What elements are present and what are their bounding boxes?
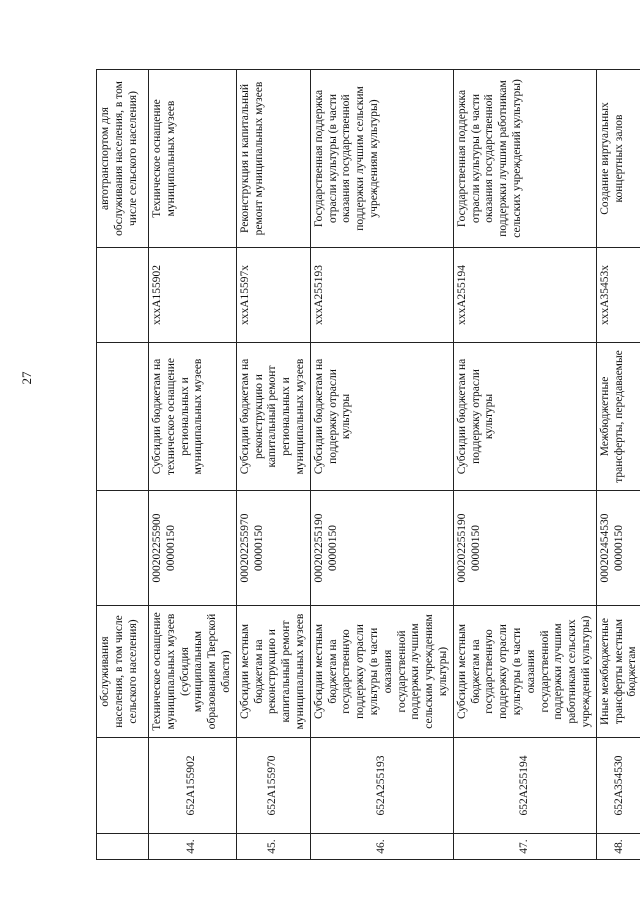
row-name: Субсидии местным бюджетам на государственную поддержку отрасли культуры (в части оказания государственной поддержки лучшим сельским учреждениям культуры) — [310, 606, 453, 738]
table-row — [149, 70, 237, 860]
table-row — [453, 70, 596, 860]
row-fed-code: xxxA35453x — [596, 248, 640, 343]
table-row — [310, 70, 453, 860]
row-fed-code: xxxA155902 — [149, 248, 237, 343]
table-cell: обслуживания населения, в том числе сельского населения) — [97, 606, 149, 738]
row-fed-name: Субсидии бюджетам на поддержку отрасли культуры — [310, 343, 453, 491]
table-cell — [97, 248, 149, 343]
row-kbk: 000202255190 00000150 — [453, 491, 596, 606]
table-row — [236, 70, 310, 860]
row-code: 652A155970 — [236, 738, 310, 834]
row-kbk: 000202454530 00000150 — [596, 491, 640, 606]
row-fed-name: Межбюджетные трансферты, передаваемые — [596, 343, 640, 491]
table-cell — [97, 738, 149, 834]
row-purpose: Государственная поддержка отрасли культуры (в части оказания государственной поддержки лучшим работникам сельских учреждений культуры) — [453, 70, 596, 248]
row-purpose: Государственная поддержка отрасли культуры (в части оказания государственной поддержки лучшим сельским учреждениям культуры) — [310, 70, 453, 248]
table-cell — [97, 343, 149, 491]
row-number: 45. — [236, 834, 310, 860]
row-fed-code: xxxA15597x — [236, 248, 310, 343]
table-cell — [97, 834, 149, 860]
row-fed-code: xxxA255193 — [310, 248, 453, 343]
rotated-table-container — [96, 70, 639, 860]
row-fed-name: Субсидии бюджетам на техническое оснащение региональных и муниципальных музеев — [149, 343, 237, 491]
row-fed-code: xxxA255194 — [453, 248, 596, 343]
row-number: 46. — [310, 834, 453, 860]
table-cell: автотранспортом для обслуживания населения, в том числе сельского населения) — [97, 70, 149, 248]
row-kbk: 000202255970 00000150 — [236, 491, 310, 606]
budget-table — [96, 69, 640, 860]
page-number: 27 — [19, 371, 34, 385]
row-purpose: Создание виртуальных концертных залов — [596, 70, 640, 248]
table-cell — [97, 491, 149, 606]
row-name: Иные межбюджетные трансферты местным бюджетам — [596, 606, 640, 738]
row-code: 652A255193 — [310, 738, 453, 834]
row-code: 652A155902 — [149, 738, 237, 834]
table-row — [596, 70, 640, 860]
row-purpose: Техническое оснащение муниципальных музеев — [149, 70, 237, 248]
row-purpose: Реконструкция и капитальный ремонт муниципальных музеев — [236, 70, 310, 248]
row-number: 48. — [596, 834, 640, 860]
row-number: 44. — [149, 834, 237, 860]
table-row — [97, 70, 149, 860]
row-kbk: 000202255190 00000150 — [310, 491, 453, 606]
row-code: 652A255194 — [453, 738, 596, 834]
row-fed-name: Субсидии бюджетам на реконструкцию и капитальный ремонт региональных и муниципальных музеев — [236, 343, 310, 491]
row-number: 47. — [453, 834, 596, 860]
row-name: Техническое оснащение муниципальных музеев (субсидия муниципальным образованиям Тверской области) — [149, 606, 237, 738]
row-kbk: 000202255900 00000150 — [149, 491, 237, 606]
row-code: 652A354530 — [596, 738, 640, 834]
row-fed-name: Субсидии бюджетам на поддержку отрасли культуры — [453, 343, 596, 491]
row-name: Субсидии местным бюджетам на реконструкцию и капитальный ремонт муниципальных музеев — [236, 606, 310, 738]
row-name: Субсидии местным бюджетам на государственную поддержку отрасли культуры (в части оказания государственной поддержки лучшим работникам сельских учреждений культуры) — [453, 606, 596, 738]
